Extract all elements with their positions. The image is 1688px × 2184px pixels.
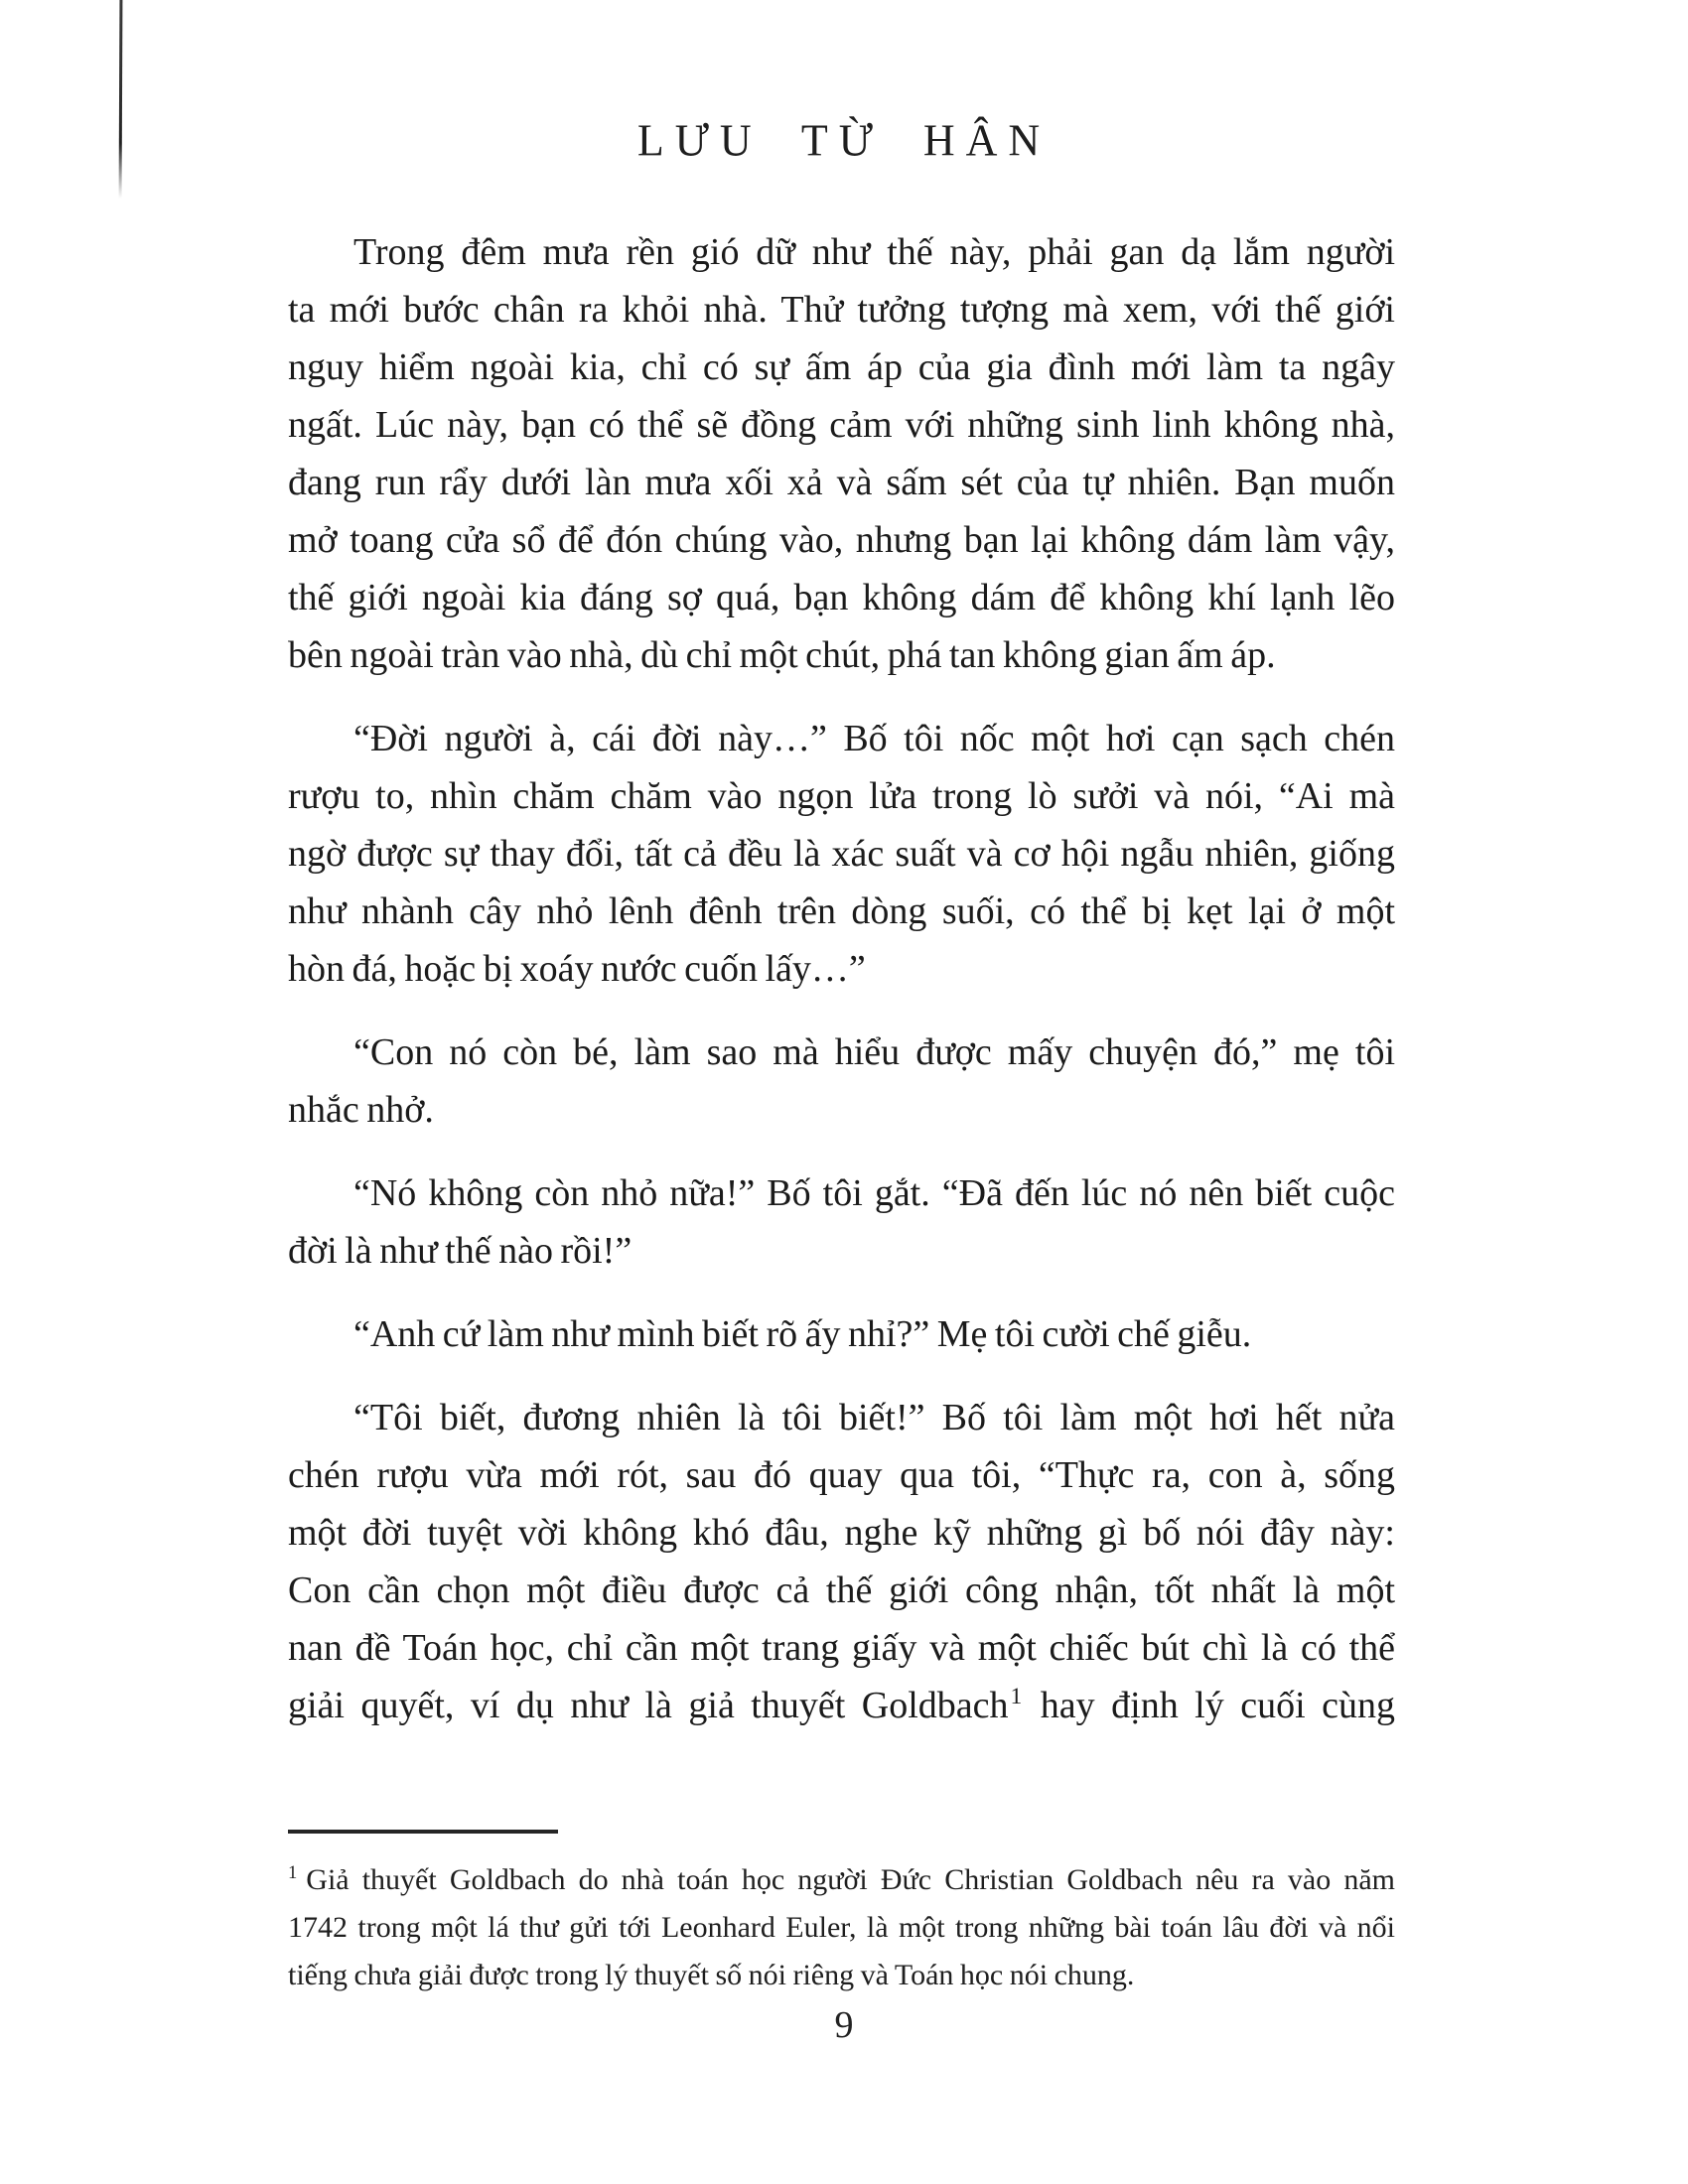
body-line: một đời tuyệt vời không khó đâu, nghe kỹ những gì bố nói đây này: — [288, 1512, 1395, 1554]
running-header-author: LƯU TỪ HÂN — [636, 115, 1052, 166]
body-text — [288, 223, 1395, 1734]
body-line: thế giới ngoài kia đáng sợ quá, bạn không dám để không khí lạnh lẽo — [288, 577, 1395, 618]
paragraph-1 — [288, 223, 1395, 684]
body-line: như nhành cây nhỏ lênh đênh trên dòng suối, có thể bị kẹt lại ở một — [288, 890, 1395, 932]
footnote-separator-rule — [288, 1830, 558, 1834]
footnote-text: Giả thuyết Goldbach do nhà toán học người Đức Christian Goldbach nêu ra vào năm — [306, 1863, 1395, 1896]
body-line: đời là như thế nào rồi!” — [288, 1230, 633, 1272]
footnote-number: 1 — [288, 1862, 298, 1883]
body-line: “Con nó còn bé, làm sao mà hiểu được mấy chuyện đó,” mẹ tôi — [353, 1031, 1395, 1073]
body-line: mở toang cửa sổ để đón chúng vào, nhưng bạn lại không dám làm vậy, — [288, 519, 1395, 561]
body-line: “Đời người à, cái đời này…” Bố tôi nốc một hơi cạn sạch chén — [353, 718, 1395, 759]
body-line: nhắc nhở. — [288, 1089, 434, 1131]
paragraph-5 — [288, 1305, 1395, 1363]
paragraph-2 — [288, 710, 1395, 998]
footnote-reference-marker: 1 — [1010, 1684, 1023, 1710]
footnote — [288, 1856, 1395, 1999]
body-line: ngất. Lúc này, bạn có thể sẽ đồng cảm với những sinh linh không nhà, — [288, 404, 1395, 446]
footnote-line: tiếng chưa giải được trong lý thuyết số nói riêng và Toán học nói chung. — [288, 1959, 1135, 1991]
paragraph-6 — [288, 1389, 1395, 1734]
paragraph-4 — [288, 1164, 1395, 1280]
body-line: bên ngoài tràn vào nhà, dù chỉ một chút, phá tan không gian ấm áp. — [288, 634, 1276, 676]
body-line: Trong đêm mưa rền gió dữ như thế này, phải gan dạ lắm người — [353, 231, 1395, 273]
body-line: “Anh cứ làm như mình biết rõ ấy nhỉ?” Mẹ tôi cười chế giễu. — [353, 1313, 1252, 1355]
footnote-line — [288, 1856, 1395, 1904]
body-line: nguy hiểm ngoài kia, chỉ có sự ấm áp của gia đình mới làm ta ngây — [288, 346, 1395, 388]
body-line: “Nó không còn nhỏ nữa!” Bố tôi gắt. “Đã đến lúc nó nên biết cuộc — [353, 1172, 1395, 1214]
page-gutter-line — [119, 0, 123, 199]
page-number: 9 — [834, 2004, 854, 2046]
body-line: đang run rẩy dưới làn mưa xối xả và sấm sét của tự nhiên. Bạn muốn — [288, 462, 1395, 503]
body-line — [288, 1677, 1395, 1734]
body-line: hòn đá, hoặc bị xoáy nước cuốn lấy…” — [288, 948, 866, 990]
body-line: ngờ được sự thay đổi, tất cả đều là xác suất và cơ hội ngẫu nhiên, giống — [288, 833, 1395, 875]
body-line: Con cần chọn một điều được cả thế giới công nhận, tốt nhất là một — [288, 1570, 1395, 1611]
body-line: chén rượu vừa mới rót, sau đó quay qua tôi, “Thực ra, con à, sống — [288, 1454, 1395, 1496]
body-line-text: hay định lý cuối cùng — [1024, 1685, 1395, 1726]
body-line: nan đề Toán học, chỉ cần một trang giấy và một chiếc bút chì là có thể — [288, 1627, 1395, 1669]
body-line: rượu to, nhìn chăm chăm vào ngọn lửa trong lò sưởi và nói, “Ai mà — [288, 775, 1395, 817]
body-line: “Tôi biết, đương nhiên là tôi biết!” Bố tôi làm một hơi hết nửa — [353, 1397, 1395, 1438]
body-line: ta mới bước chân ra khỏi nhà. Thử tưởng tượng mà xem, với thế giới — [288, 289, 1395, 331]
paragraph-3 — [288, 1024, 1395, 1139]
footnote-line: 1742 trong một lá thư gửi tới Leonhard Euler, là một trong những bài toán lâu đời và nổi — [288, 1911, 1395, 1944]
body-line-text: giải quyết, ví dụ như là giả thuyết Goldbach — [288, 1685, 1009, 1726]
